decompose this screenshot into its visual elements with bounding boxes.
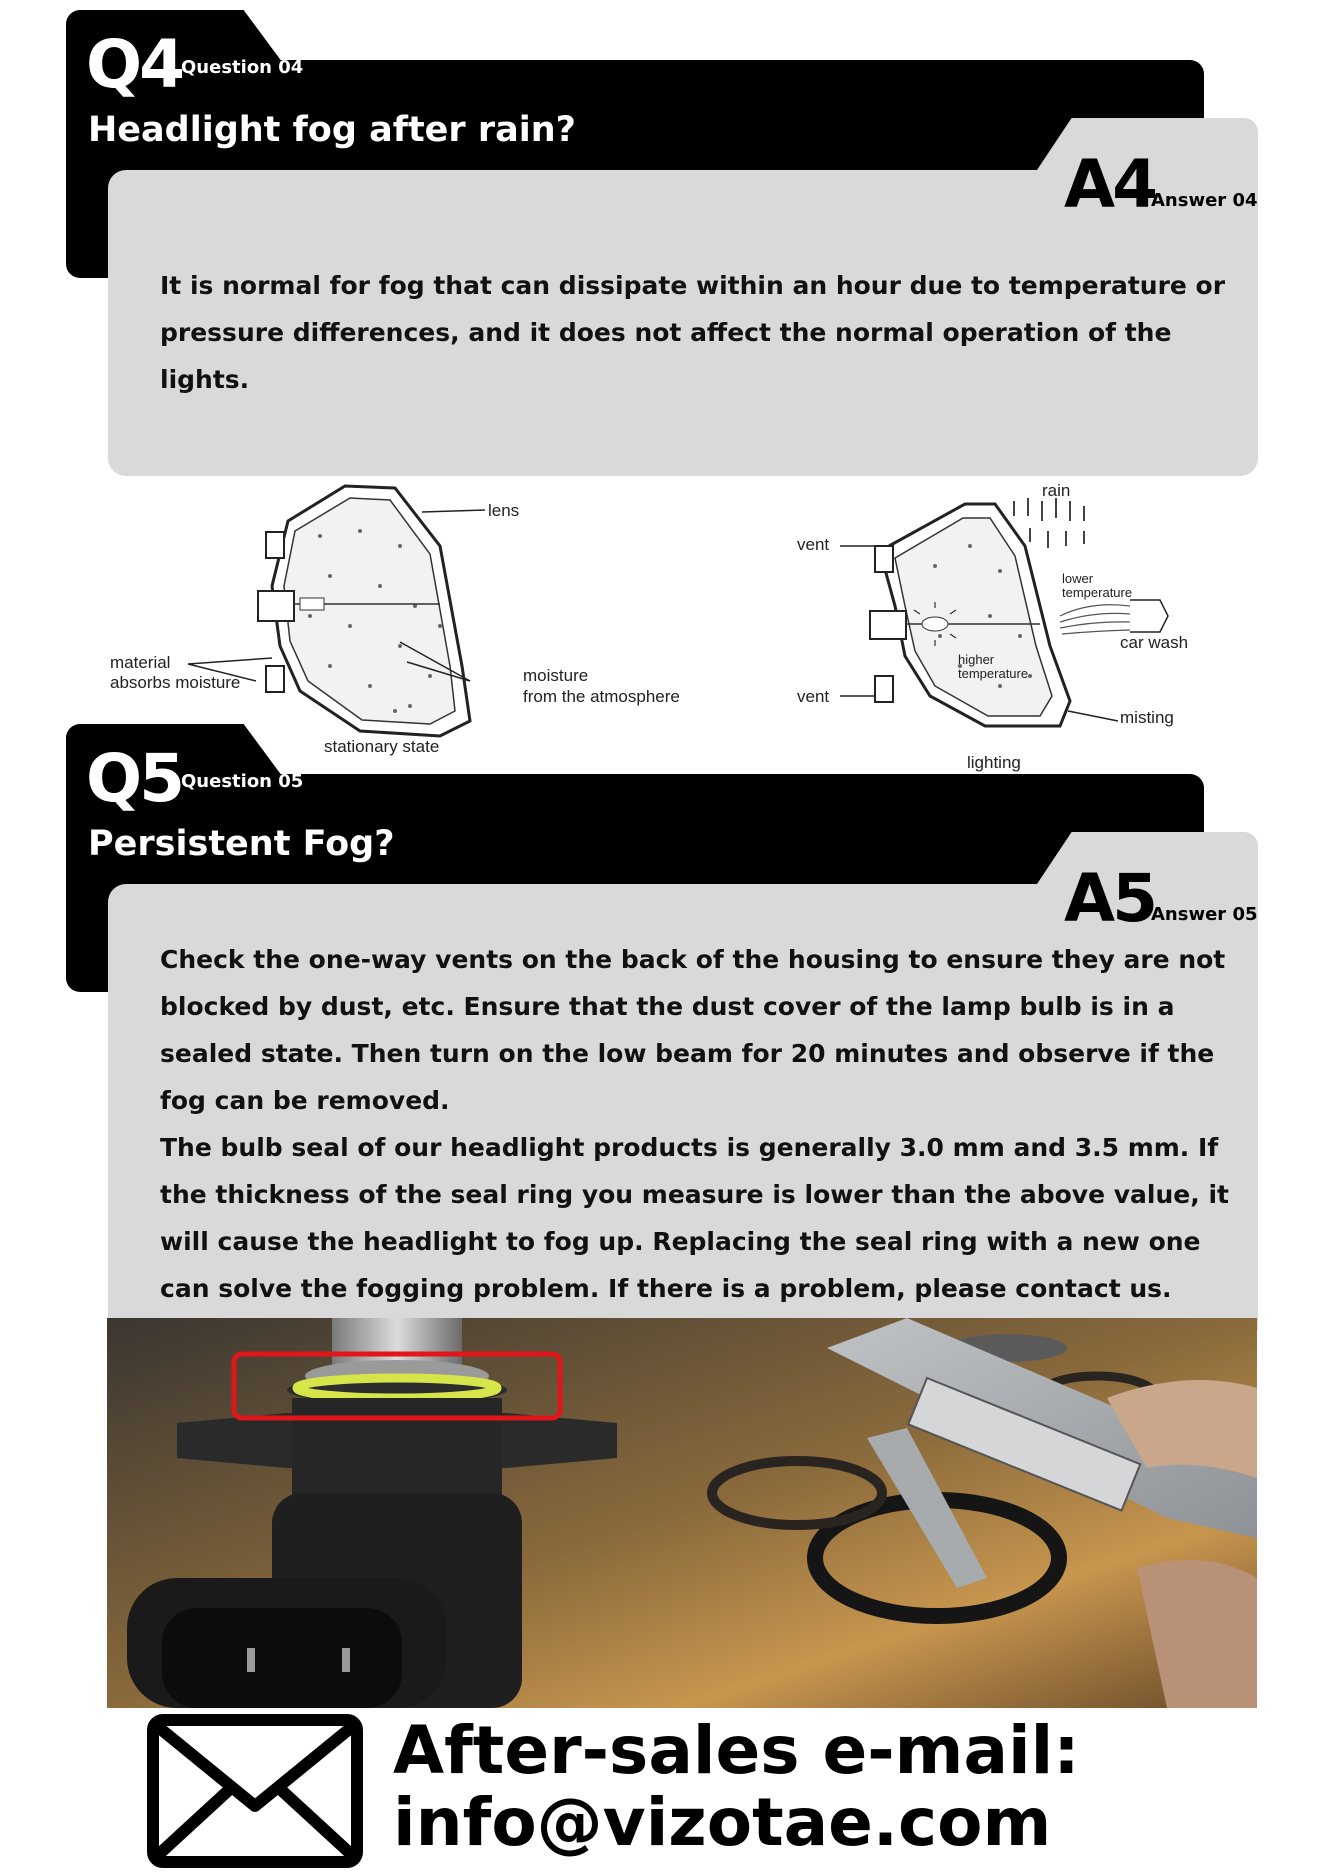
a5-paragraph-2: The bulb seal of our headlight products is generally 3.0 mm and 3.5 mm. If the thickness of the seal ring you measure is lower than the above value, it will cause the headlight to fog up. Replacing the seal ring with a new one can solve the fogging problem. If there is a problem, please contact us. [160, 1133, 1229, 1303]
diagram-stationary [110, 486, 680, 756]
label-material-2: absorbs moisture [110, 673, 241, 692]
a5-sublabel: Answer 05 [1151, 904, 1258, 925]
label-higher-2: temperature [958, 666, 1029, 681]
label-rain: rain [1042, 481, 1071, 500]
q5-number: Q5 [86, 740, 183, 817]
a4-text [160, 262, 1240, 403]
diagram-lighting [797, 481, 1188, 772]
label-moisture-2: from the atmosphere [523, 687, 680, 706]
label-lower-2: temperature [1062, 585, 1133, 600]
label-vent-bottom: vent [797, 687, 830, 706]
label-lower-1: lower [1062, 571, 1094, 586]
q4-number: Q4 [86, 26, 183, 103]
contact-heading: After-sales e-mail: [393, 1712, 1080, 1789]
label-higher-1: higher [958, 652, 995, 667]
q4-sublabel: Question 04 [181, 57, 304, 78]
label-misting: misting [1120, 708, 1174, 727]
label-vent-top: vent [797, 535, 830, 554]
label-material-1: material [110, 653, 171, 672]
q5-title: Persistent Fog? [88, 824, 395, 864]
label-moisture-1: moisture [523, 666, 589, 685]
a5-paragraph-1: Check the one-way vents on the back of the housing to ensure they are not blocked by dust, etc. Ensure that the dust cover of the lamp bulb is in a sealed state. Then turn on the low beam for 20 minutes and observe if the fog can be removed. [160, 945, 1226, 1115]
contact-email[interactable]: info@vizotae.com [393, 1784, 1052, 1861]
envelope-icon [147, 1714, 363, 1868]
a4-number: A4 [1064, 146, 1156, 223]
label-car-wash: car wash [1120, 633, 1189, 652]
q5-sublabel: Question 05 [181, 771, 304, 792]
caption-stationary: stationary state [324, 737, 440, 756]
caption-lighting: lighting [967, 753, 1021, 772]
seal-ring-photo [107, 1318, 1257, 1708]
label-lens: lens [488, 501, 520, 520]
a4-paragraph: It is normal for fog that can dissipate within an hour due to temperature or pressure differences, and it does not affect the normal operation of the lights. [160, 271, 1226, 394]
a5-number: A5 [1064, 860, 1156, 937]
q4-title: Headlight fog after rain? [88, 110, 576, 150]
a5-text [160, 936, 1240, 1312]
a4-sublabel: Answer 04 [1151, 190, 1258, 211]
